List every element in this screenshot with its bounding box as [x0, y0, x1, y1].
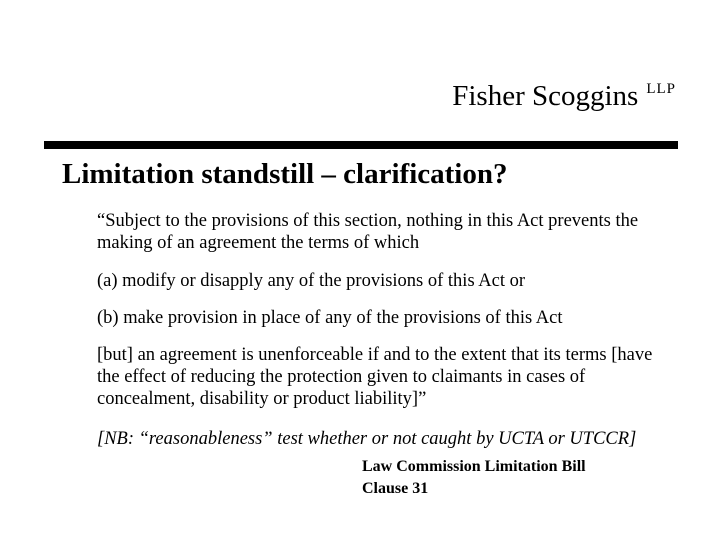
citation-line-2: Clause 31 — [362, 480, 429, 497]
quote-item-a: (a) modify or disapply any of the provisions of this Act or — [97, 271, 526, 291]
quote-intro: “Subject to the provisions of this section, nothing in this Act prevents the making of an agreement the terms of which — [97, 211, 639, 253]
citation-line-1: Law Commission Limitation Bill — [362, 458, 586, 475]
firm-suffix: LLP — [646, 81, 676, 97]
header-divider — [44, 141, 678, 149]
quote-item-b: (b) make provision in place of any of the provisions of this Act — [97, 308, 563, 328]
firm-name-text: Fisher Scoggins — [452, 80, 639, 112]
firm-name — [452, 80, 676, 113]
citation — [362, 456, 586, 500]
slide-title: Limitation standstill – clarification? — [62, 158, 508, 190]
nb-note: [NB: “reasonableness” test whether or not caught by UCTA or UTCCR] — [97, 429, 637, 449]
quote-proviso: [but] an agreement is unenforceable if and to the extent that its terms [have the effect of reducing the protection given to claimants in cases of concealment, disability or product liability]” — [97, 345, 653, 409]
